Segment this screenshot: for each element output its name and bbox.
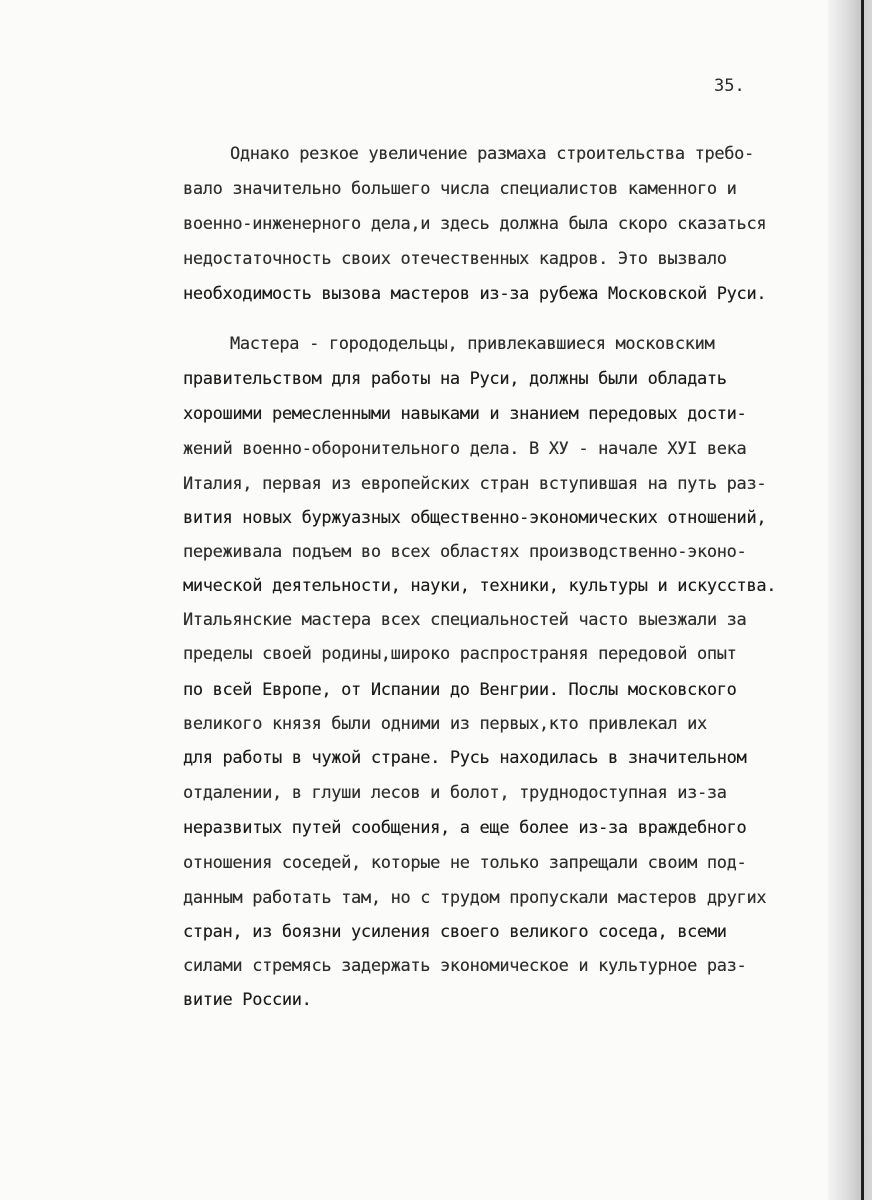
text-line: мической деятельности, науки, техники, культуры и искусства.	[183, 576, 777, 596]
text-line: Итальянские мастера всех специальностей часто выезжали за	[183, 610, 747, 630]
text-line: витие России.	[183, 990, 312, 1010]
text-line: по всей Европе, от Испании до Венгрии. Послы московского	[183, 680, 737, 700]
text-line: неразвитых путей сообщения, а еще более из-за враждебного	[183, 818, 747, 838]
text-line: Мастера - горододельцы, привлекавшиеся московским	[230, 334, 715, 354]
text-line: жений военно-оборонительного дела. В ХУ - начале ХУI века	[183, 439, 747, 459]
page-number: 35.	[714, 76, 745, 96]
text-line: стран, из боязни усиления своего великого соседа, всеми	[183, 922, 727, 942]
text-line: необходимость вызова мастеров из-за рубежа Московской Руси.	[183, 284, 767, 304]
text-line: великого князя были одними из первых,кто привлекал их	[183, 714, 707, 734]
text-line: отдалении, в глуши лесов и болот, труднодоступная из-за	[183, 783, 727, 803]
text-line: Италия, первая из европейских стран вступившая на путь раз-	[183, 474, 767, 494]
text-line: для работы в чужой стране. Русь находилась в значительном	[183, 748, 747, 768]
text-line: переживала подъем во всех областях производственно-эконо-	[183, 542, 747, 562]
text-line: хорошими ремесленными навыками и знанием передовых дости-	[183, 404, 747, 424]
page-edge-shadow	[828, 0, 872, 1200]
page-edge-line	[861, 0, 864, 1200]
text-line: вало значительно большего числа специалистов каменного и	[183, 179, 737, 199]
text-line: силами стремясь задержать экономическое и культурное раз-	[183, 956, 747, 976]
text-line: правительством для работы на Руси, должны были обладать	[183, 369, 727, 389]
text-line: данным работать там, но с трудом пропускали мастеров других	[183, 888, 767, 908]
text-line: вития новых буржуазных общественно-экономических отношений,	[183, 508, 767, 528]
text-line: пределы своей родины,широко распространяя передовой опыт	[183, 644, 737, 664]
text-line: недостаточность своих отечественных кадров. Это вызвало	[183, 249, 727, 269]
text-line: военно-инженерного дела,и здесь должна была скоро сказаться	[183, 214, 767, 234]
text-line: отношения соседей, которые не только запрещали своим под-	[183, 853, 747, 873]
text-line: Однако резкое увеличение размаха строительства требо-	[230, 144, 754, 164]
